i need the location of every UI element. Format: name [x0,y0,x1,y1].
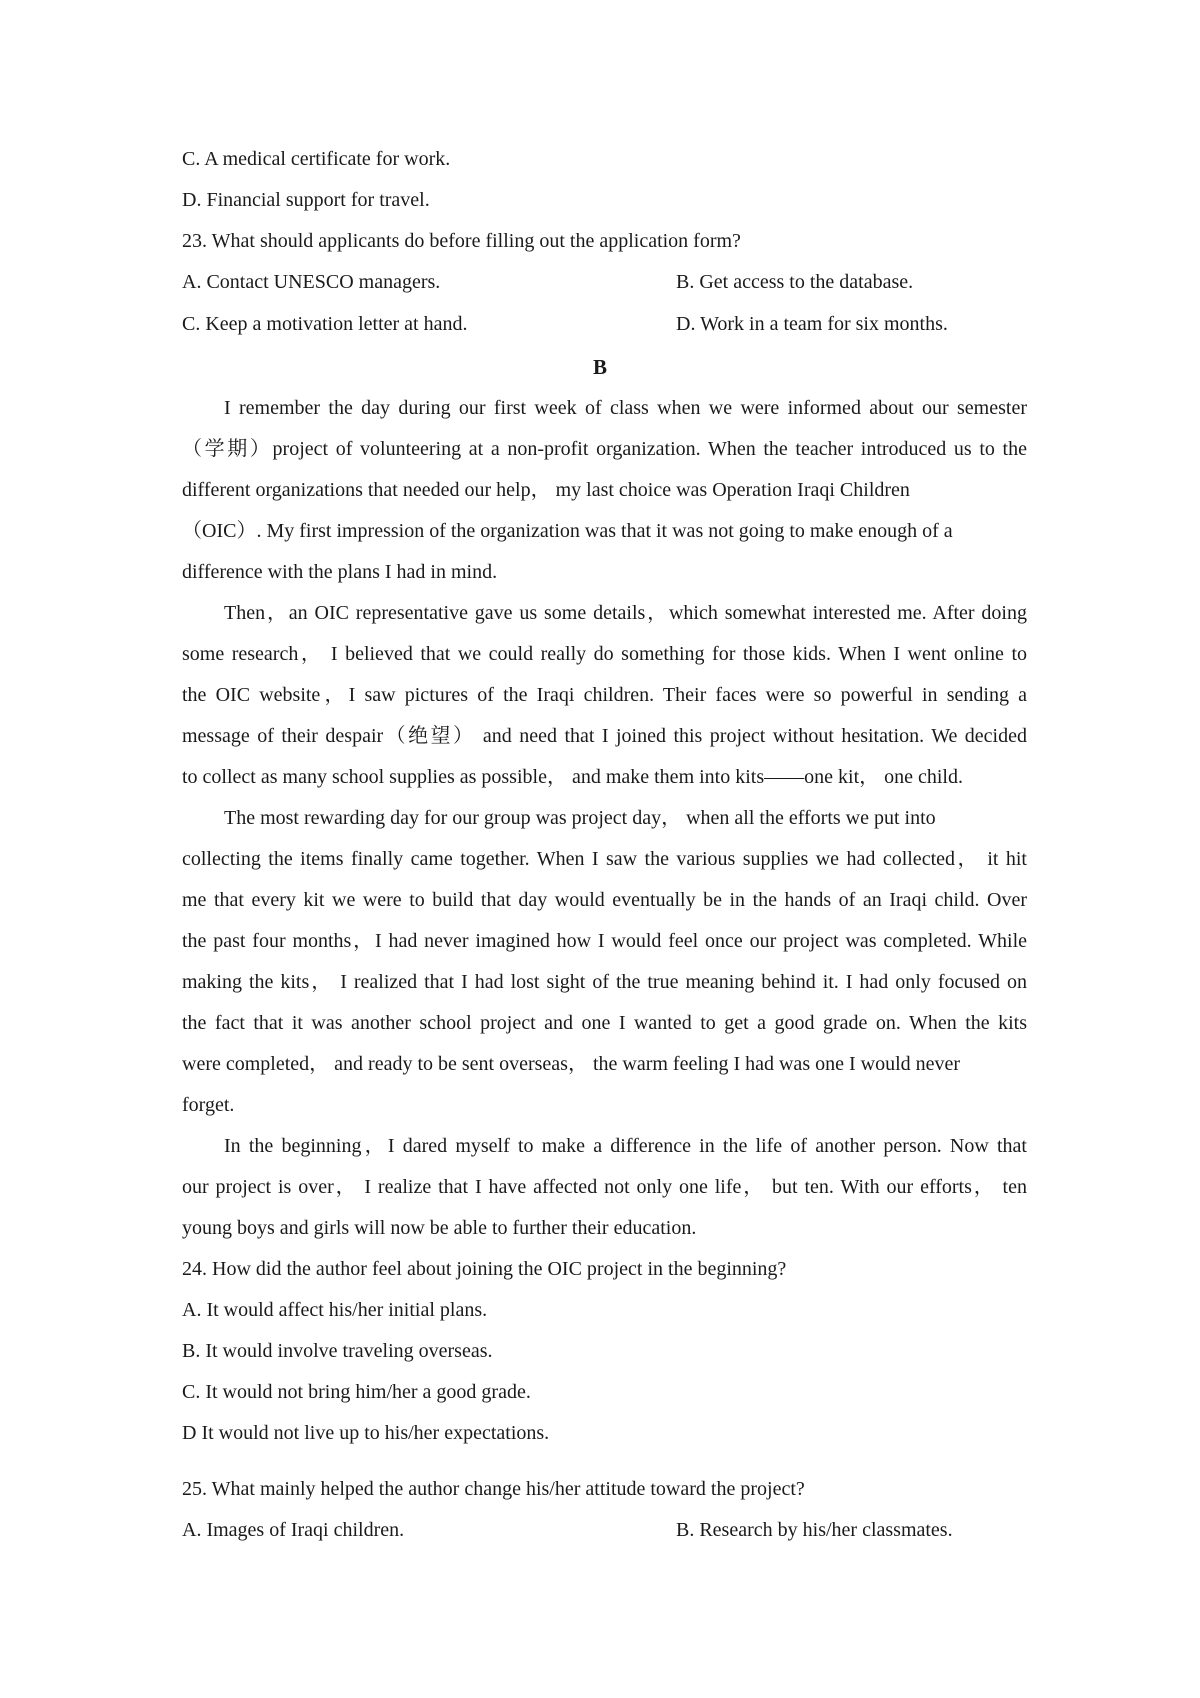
passage-line: young boys and girls will now be able to further their education. [182,1217,697,1239]
passage-line: the past four months，I had never imagined how I would feel once our project was completed. While [182,930,1027,952]
q23-option-a: A. Contact UNESCO managers. [182,271,441,293]
passage-line: were completed， and ready to be sent overseas， the warm feeling I had was one I would never [182,1053,961,1075]
passage-line: different organizations that needed our help， my last choice was Operation Iraqi Children [182,479,910,501]
passage-line: our project is over， I realize that I have affected not only one life， but ten. With our efforts， ten [182,1176,1027,1198]
passage-line: the fact that it was another school project and one I wanted to get a good grade on. When the kits [182,1012,1027,1034]
passage-line: difference with the plans I had in mind. [182,561,498,583]
q23-option-b: B. Get access to the database. [676,271,914,293]
passage-line: （OIC）. My first impression of the organization was that it was not going to make enough of a [182,520,953,542]
q22-option-c: C. A medical certificate for work. [182,148,451,170]
passage-line: message of their despair（绝望） and need that I joined this project without hesitation. We decided [182,725,1027,747]
passage-line: The most rewarding day for our group was project day， when all the efforts we put into [224,807,936,829]
passage-line: me that every kit we were to build that day would eventually be in the hands of an Iraqi child. Over [182,889,1027,911]
q22-option-d: D. Financial support for travel. [182,189,430,211]
passage-line: Then，an OIC representative gave us some details，which somewhat interested me. After doing [224,602,1027,624]
q24-option-a: A. It would affect his/her initial plans. [182,1299,488,1321]
q24-option-b: B. It would involve traveling overseas. [182,1340,493,1362]
passage-line: forget. [182,1094,235,1116]
passage-line: the OIC website，I saw pictures of the Iraqi children. Their faces were so powerful in sending a [182,684,1027,706]
q24-stem: 24. How did the author feel about joining the OIC project in the beginning? [182,1258,787,1280]
section-b-heading: B [592,355,607,379]
passage-line: In the beginning，I dared myself to make a difference in the life of another person. Now that [224,1135,1027,1157]
q23-stem: 23. What should applicants do before filling out the application form? [182,230,741,252]
q24-option-d: D It would not live up to his/her expectations. [182,1422,550,1444]
q23-option-c: C. Keep a motivation letter at hand. [182,313,468,335]
q25-option-a: A. Images of Iraqi children. [182,1519,405,1541]
passage-line: making the kits， I realized that I had lost sight of the true meaning behind it. I had only focused on [182,971,1027,993]
passage-line: to collect as many school supplies as possible， and make them into kits——one kit， one child. [182,766,963,788]
passage-line: I remember the day during our first week of class when we were informed about our semester [224,397,1027,419]
q24-option-c: C. It would not bring him/her a good grade. [182,1381,531,1403]
q25-option-b: B. Research by his/her classmates. [676,1519,953,1541]
passage-line: some research， I believed that we could really do something for those kids. When I went online to [182,643,1027,665]
q25-stem: 25. What mainly helped the author change his/her attitude toward the project? [182,1478,805,1500]
passage-line: collecting the items finally came together. When I saw the various supplies we had collected， it hit [182,848,1027,870]
passage-line: （学期）project of volunteering at a non-profit organization. When the teacher introduced us to the [182,438,1027,460]
q23-option-d: D. Work in a team for six months. [676,313,948,335]
